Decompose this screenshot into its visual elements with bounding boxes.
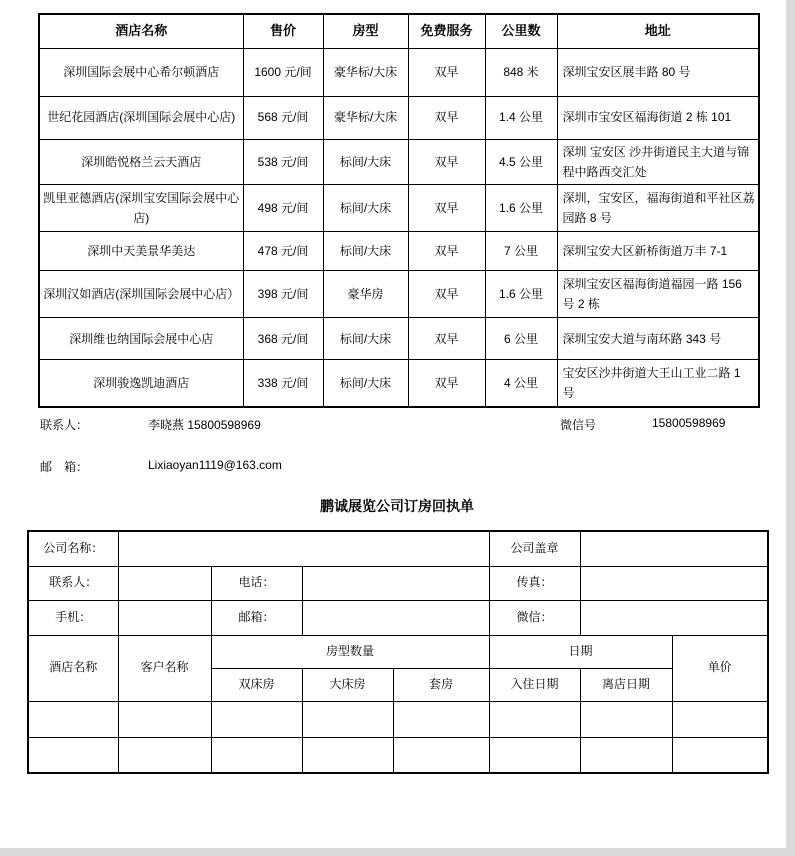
table-row — [39, 271, 759, 318]
hotel-address: 深圳，宝安区，福海街道和平社区荔园路 8 号 — [557, 185, 759, 232]
hotel-room-type: 标间/大床 — [323, 232, 408, 271]
form-header-king-room: 大床房 — [302, 668, 393, 701]
company-name-label: 公司名称： — [28, 531, 118, 566]
entry-unit-price-field[interactable] — [672, 737, 768, 773]
entry-customer-name-field[interactable] — [118, 737, 211, 773]
entry-king-room-field[interactable] — [302, 701, 393, 737]
header-room-type: 房型 — [323, 14, 408, 48]
hotel-name: 深圳皓悦格兰云天酒店 — [39, 139, 243, 185]
hotel-room-type: 标间/大床 — [323, 139, 408, 185]
entry-checkin-field[interactable] — [489, 737, 580, 773]
entry-customer-name-field[interactable] — [118, 701, 211, 737]
table-row — [39, 185, 759, 232]
header-price: 售价 — [243, 14, 323, 48]
form-entry-row — [28, 737, 768, 773]
hotel-name: 世纪花园酒店(深圳国际会展中心店) — [39, 96, 243, 139]
form-wechat-label: 微信： — [489, 600, 580, 635]
company-name-field[interactable] — [118, 531, 489, 566]
hotel-distance: 7 公里 — [485, 232, 557, 271]
entry-checkout-field[interactable] — [580, 737, 672, 773]
hotel-room-type: 豪华房 — [323, 271, 408, 318]
contact-line — [0, 416, 795, 432]
form-header-checkout: 离店日期 — [580, 668, 672, 701]
entry-hotel-name-field[interactable] — [28, 701, 118, 737]
email-label: 邮 箱： — [40, 460, 89, 474]
hotel-name: 深圳中天美景华美达 — [39, 232, 243, 271]
form-email-field[interactable] — [302, 600, 489, 635]
reply-form-title: 鹏诚展览公司订房回执单 — [320, 498, 474, 514]
company-row — [28, 531, 768, 566]
table-row — [39, 48, 759, 96]
hotel-room-type: 标间/大床 — [323, 360, 408, 407]
table-row — [39, 318, 759, 360]
wechat-value: 15800598969 — [652, 416, 726, 430]
hotel-price: 368 元/间 — [243, 318, 323, 360]
hotel-address: 深圳宝安区展丰路 80 号 — [557, 48, 759, 96]
contact-person-label: 联系人： — [40, 418, 89, 432]
hotel-table-header-row — [39, 14, 759, 48]
page-edge-bottom — [0, 848, 795, 856]
form-header-room-qty: 房型数量 — [211, 635, 489, 668]
hotel-distance: 4 公里 — [485, 360, 557, 407]
entry-suite-field[interactable] — [393, 701, 489, 737]
form-header-suite: 套房 — [393, 668, 489, 701]
entry-twin-room-field[interactable] — [211, 701, 302, 737]
hotel-name: 深圳国际会展中心希尔顿酒店 — [39, 48, 243, 96]
header-hotel-name: 酒店名称 — [39, 14, 243, 48]
hotel-free-service: 双早 — [408, 139, 485, 185]
form-mobile-label: 手机： — [28, 600, 118, 635]
entry-checkin-field[interactable] — [489, 701, 580, 737]
form-header-checkin: 入住日期 — [489, 668, 580, 701]
form-email-label: 邮箱： — [211, 600, 302, 635]
hotel-price: 498 元/间 — [243, 185, 323, 232]
form-fax-label: 传真： — [489, 566, 580, 600]
company-seal-field[interactable] — [580, 531, 768, 566]
hotel-distance: 6 公里 — [485, 318, 557, 360]
hotel-free-service: 双早 — [408, 96, 485, 139]
hotel-free-service: 双早 — [408, 185, 485, 232]
form-header-row-top — [28, 635, 768, 668]
hotel-address: 深圳市宝安区福海街道 2 栋 101 — [557, 96, 759, 139]
table-row — [39, 139, 759, 185]
table-row — [39, 360, 759, 407]
hotel-room-type: 豪华标/大床 — [323, 96, 408, 139]
hotel-distance: 1.4 公里 — [485, 96, 557, 139]
mobile-row — [28, 600, 768, 635]
form-wechat-field[interactable] — [580, 600, 768, 635]
hotel-free-service: 双早 — [408, 232, 485, 271]
hotel-free-service: 双早 — [408, 318, 485, 360]
hotel-room-type: 标间/大床 — [323, 318, 408, 360]
hotel-free-service: 双早 — [408, 48, 485, 96]
entry-checkout-field[interactable] — [580, 701, 672, 737]
hotel-distance: 4.5 公里 — [485, 139, 557, 185]
entry-suite-field[interactable] — [393, 737, 489, 773]
form-contact-label: 联系人： — [28, 566, 118, 600]
hotel-price: 568 元/间 — [243, 96, 323, 139]
hotel-address: 深圳宝安大区新桥街道万丰 7-1 — [557, 232, 759, 271]
email-value: Lixiaoyan1119@163.com — [148, 458, 282, 472]
hotel-free-service: 双早 — [408, 271, 485, 318]
hotel-address: 深圳宝安区福海街道福园一路 156 号 2 栋 — [557, 271, 759, 318]
company-seal-label: 公司盖章 — [489, 531, 580, 566]
hotel-price: 338 元/间 — [243, 360, 323, 407]
hotel-price: 1600 元/间 — [243, 48, 323, 96]
header-distance: 公里数 — [485, 14, 557, 48]
entry-king-room-field[interactable] — [302, 737, 393, 773]
table-row — [39, 232, 759, 271]
contact-person-value: 李晓燕 15800598969 — [148, 418, 261, 432]
hotel-distance: 848 米 — [485, 48, 557, 96]
hotel-price: 538 元/间 — [243, 139, 323, 185]
booking-reply-form-table — [27, 530, 769, 774]
hotel-address: 深圳宝安大道与南环路 343 号 — [557, 318, 759, 360]
hotel-room-type: 标间/大床 — [323, 185, 408, 232]
hotel-name: 深圳维也纳国际会展中心店 — [39, 318, 243, 360]
contact-row — [28, 566, 768, 600]
header-address: 地址 — [557, 14, 759, 48]
hotel-list-table — [38, 13, 760, 408]
form-entry-row — [28, 701, 768, 737]
form-phone-label: 电话： — [211, 566, 302, 600]
hotel-distance: 1.6 公里 — [485, 185, 557, 232]
form-header-hotel-name: 酒店名称 — [28, 635, 118, 701]
form-header-date: 日期 — [489, 635, 672, 668]
table-row — [39, 96, 759, 139]
form-phone-field[interactable] — [302, 566, 489, 600]
header-free-service: 免费服务 — [408, 14, 485, 48]
entry-unit-price-field[interactable] — [672, 701, 768, 737]
hotel-distance: 1.6 公里 — [485, 271, 557, 318]
hotel-free-service: 双早 — [408, 360, 485, 407]
hotel-room-type: 豪华标/大床 — [323, 48, 408, 96]
form-fax-field[interactable] — [580, 566, 768, 600]
hotel-address: 深圳 宝安区 沙井街道民主大道与锦程中路西交汇处 — [557, 139, 759, 185]
hotel-price: 478 元/间 — [243, 232, 323, 271]
hotel-name: 凯里亚德酒店(深圳宝安国际会展中心店) — [39, 185, 243, 232]
form-header-unit-price: 单价 — [672, 635, 768, 701]
email-line — [0, 458, 795, 474]
entry-hotel-name-field[interactable] — [28, 737, 118, 773]
hotel-name: 深圳骏逸凯迪酒店 — [39, 360, 243, 407]
hotel-price: 398 元/间 — [243, 271, 323, 318]
form-header-twin-room: 双床房 — [211, 668, 302, 701]
hotel-name: 深圳汉如酒店(深圳国际会展中心店） — [39, 271, 243, 318]
form-mobile-field[interactable] — [118, 600, 211, 635]
hotel-address: 宝安区沙井街道大王山工业二路 1 号 — [557, 360, 759, 407]
form-contact-field[interactable] — [118, 566, 211, 600]
entry-twin-room-field[interactable] — [211, 737, 302, 773]
wechat-label: 微信号 — [560, 418, 597, 432]
form-header-customer-name: 客户名称 — [118, 635, 211, 701]
